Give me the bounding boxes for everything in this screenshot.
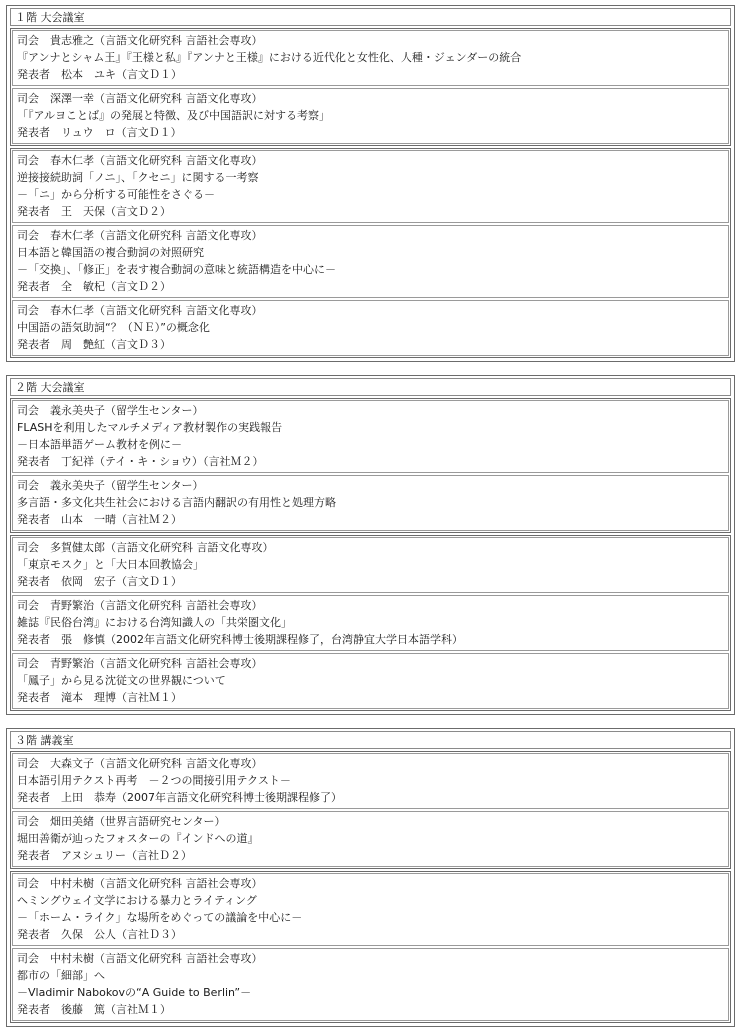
title-line: 雑誌『民俗台湾』における台湾知識人の「共栄圏文化」 — [17, 616, 292, 629]
title-line: －「ニ」から分析する可能性をさぐる－ — [17, 188, 215, 201]
presenter-line: 発表者 久保 公人（言社Ｄ３） — [17, 928, 182, 941]
title-line: 「鳳子」から見る沈従文の世界観について — [17, 674, 226, 687]
chair-line: 司会 春木仁孝（言語文化研究科 言語文化専攻） — [17, 304, 263, 317]
program-page — [6, 5, 736, 1027]
presentation-entry — [12, 595, 729, 651]
chair-line: 司会 青野繁治（言語文化研究科 言語社会専攻） — [17, 657, 263, 670]
presenter-line: 発表者 周 艶紅（言文Ｄ３） — [17, 338, 171, 351]
presenter-line: 発表者 後藤 篤（言社Ｍ１） — [17, 1003, 171, 1016]
chair-line: 司会 多賀健太郎（言語文化研究科 言語文化専攻） — [17, 541, 274, 554]
title-line: 『アンナとシャム王』『王様と私』『アンナと王様』における近代化と女性化、人種・ジェンダーの統合 — [17, 51, 522, 64]
chair-line: 司会 義永美央子（留学生センター） — [17, 404, 204, 417]
presenter-line: 発表者 丁紀祥（テイ・キ・ショウ）（言社Ｍ２） — [17, 455, 264, 468]
chair-line: 司会 春木仁孝（言語文化研究科 言語文化専攻） — [17, 154, 263, 167]
presentation-entry — [12, 475, 729, 531]
presentation-entry — [12, 88, 729, 144]
presenter-line: 発表者 リュウ ロ（言文Ｄ１） — [17, 126, 182, 139]
chair-line: 司会 大森文子（言語文化研究科 言語文化専攻） — [17, 757, 263, 770]
room-section — [6, 375, 735, 715]
presenter-line: 発表者 全 敏杞（言文Ｄ２） — [17, 280, 171, 293]
presentation-entry — [12, 653, 729, 709]
presenter-line: 発表者 山本 一晴（言社Ｍ２） — [17, 513, 182, 526]
session-group — [10, 871, 731, 1023]
chair-line: 司会 青野繁治（言語文化研究科 言語社会専攻） — [17, 599, 263, 612]
chair-line: 司会 貴志雅之（言語文化研究科 言語社会専攻） — [17, 34, 263, 47]
presentation-entry — [12, 948, 729, 1021]
presentation-entry — [12, 150, 729, 223]
session-group — [10, 398, 731, 533]
presentation-entry — [12, 225, 729, 298]
presenter-line: 発表者 張 修慎（2002年言語文化研究科博士後期課程修了，台湾静宜大学日本語学科） — [17, 633, 463, 646]
title-line: －日本語単語ゲーム教材を例に－ — [17, 438, 182, 451]
title-line: 都市の「細部」へ — [17, 969, 105, 982]
presenter-line: 発表者 上田 恭寿（2007年言語文化研究科博士後期課程修了） — [17, 791, 342, 804]
presentation-entry — [12, 30, 729, 86]
chair-line: 司会 義永美央子（留学生センター） — [17, 479, 204, 492]
room-title: １階 大会議室 — [10, 8, 731, 26]
title-line: 「東京モスク」と「大日本回教協会」 — [17, 558, 204, 571]
chair-line: 司会 中村未樹（言語文化研究科 言語社会専攻） — [17, 877, 263, 890]
title-line: －「ホーム・ライク」な場所をめぐっての議論を中心に－ — [17, 911, 303, 924]
title-line: ヘミングウェイ文学における暴力とライティング — [17, 894, 257, 907]
title-line: －「交換」、「修正」を表す複合動詞の意味と統語構造を中心に－ — [17, 263, 336, 276]
room-section — [6, 728, 735, 1027]
presenter-line: 発表者 王 天保（言文Ｄ２） — [17, 205, 171, 218]
presenter-line: 発表者 滝本 理博（言社Ｍ１） — [17, 691, 182, 704]
room-title: ３階 講義室 — [10, 731, 731, 749]
title-line: 日本語引用テクスト再考 －２つの間接引用テクスト－ — [17, 774, 291, 787]
presentation-entry — [12, 300, 729, 356]
title-line: FLASHを利用したマルチメディア教材製作の実践報告 — [17, 421, 283, 434]
title-line: 日本語と韓国語の複合動詞の対照研究 — [17, 246, 204, 259]
title-line: 堀田善衛が辿ったフォスターの『インドへの道』 — [17, 832, 259, 845]
presentation-entry — [12, 811, 729, 867]
presentation-entry — [12, 753, 729, 809]
presentation-entry — [12, 400, 729, 473]
session-group — [10, 28, 731, 146]
chair-line: 司会 深澤一幸（言語文化研究科 言語文化専攻） — [17, 92, 263, 105]
title-line: 逆接接続助詞「ノニ」、「クセニ」に関する一考察 — [17, 171, 259, 184]
session-group — [10, 535, 731, 711]
presentation-entry — [12, 873, 729, 946]
session-group — [10, 751, 731, 869]
room-title: ２階 大会議室 — [10, 378, 731, 396]
session-group — [10, 148, 731, 358]
room-section — [6, 5, 735, 362]
title-line: 多言語・多文化共生社会における言語内翻訳の有用性と処理方略 — [17, 496, 336, 509]
presentation-entry — [12, 537, 729, 593]
chair-line: 司会 春木仁孝（言語文化研究科 言語文化専攻） — [17, 229, 263, 242]
presenter-line: 発表者 松本 ユキ（言文Ｄ１） — [17, 68, 182, 81]
title-line: 中国語の語気助詞“？（ＮＥ）”の概念化 — [17, 321, 210, 334]
chair-line: 司会 畑田美緒（世界言語研究センター） — [17, 815, 226, 828]
presenter-line: 発表者 依岡 宏子（言文Ｄ１） — [17, 575, 182, 588]
title-line: －Vladimir Nabokovの“A Guide to Berlin”－ — [17, 986, 252, 999]
title-line: 「『アルヨことば』の発展と特徴、及び中国語訳に対する考察」 — [17, 109, 331, 122]
presenter-line: 発表者 アヌシュリー（言社Ｄ２） — [17, 849, 193, 862]
chair-line: 司会 中村未樹（言語文化研究科 言語社会専攻） — [17, 952, 263, 965]
